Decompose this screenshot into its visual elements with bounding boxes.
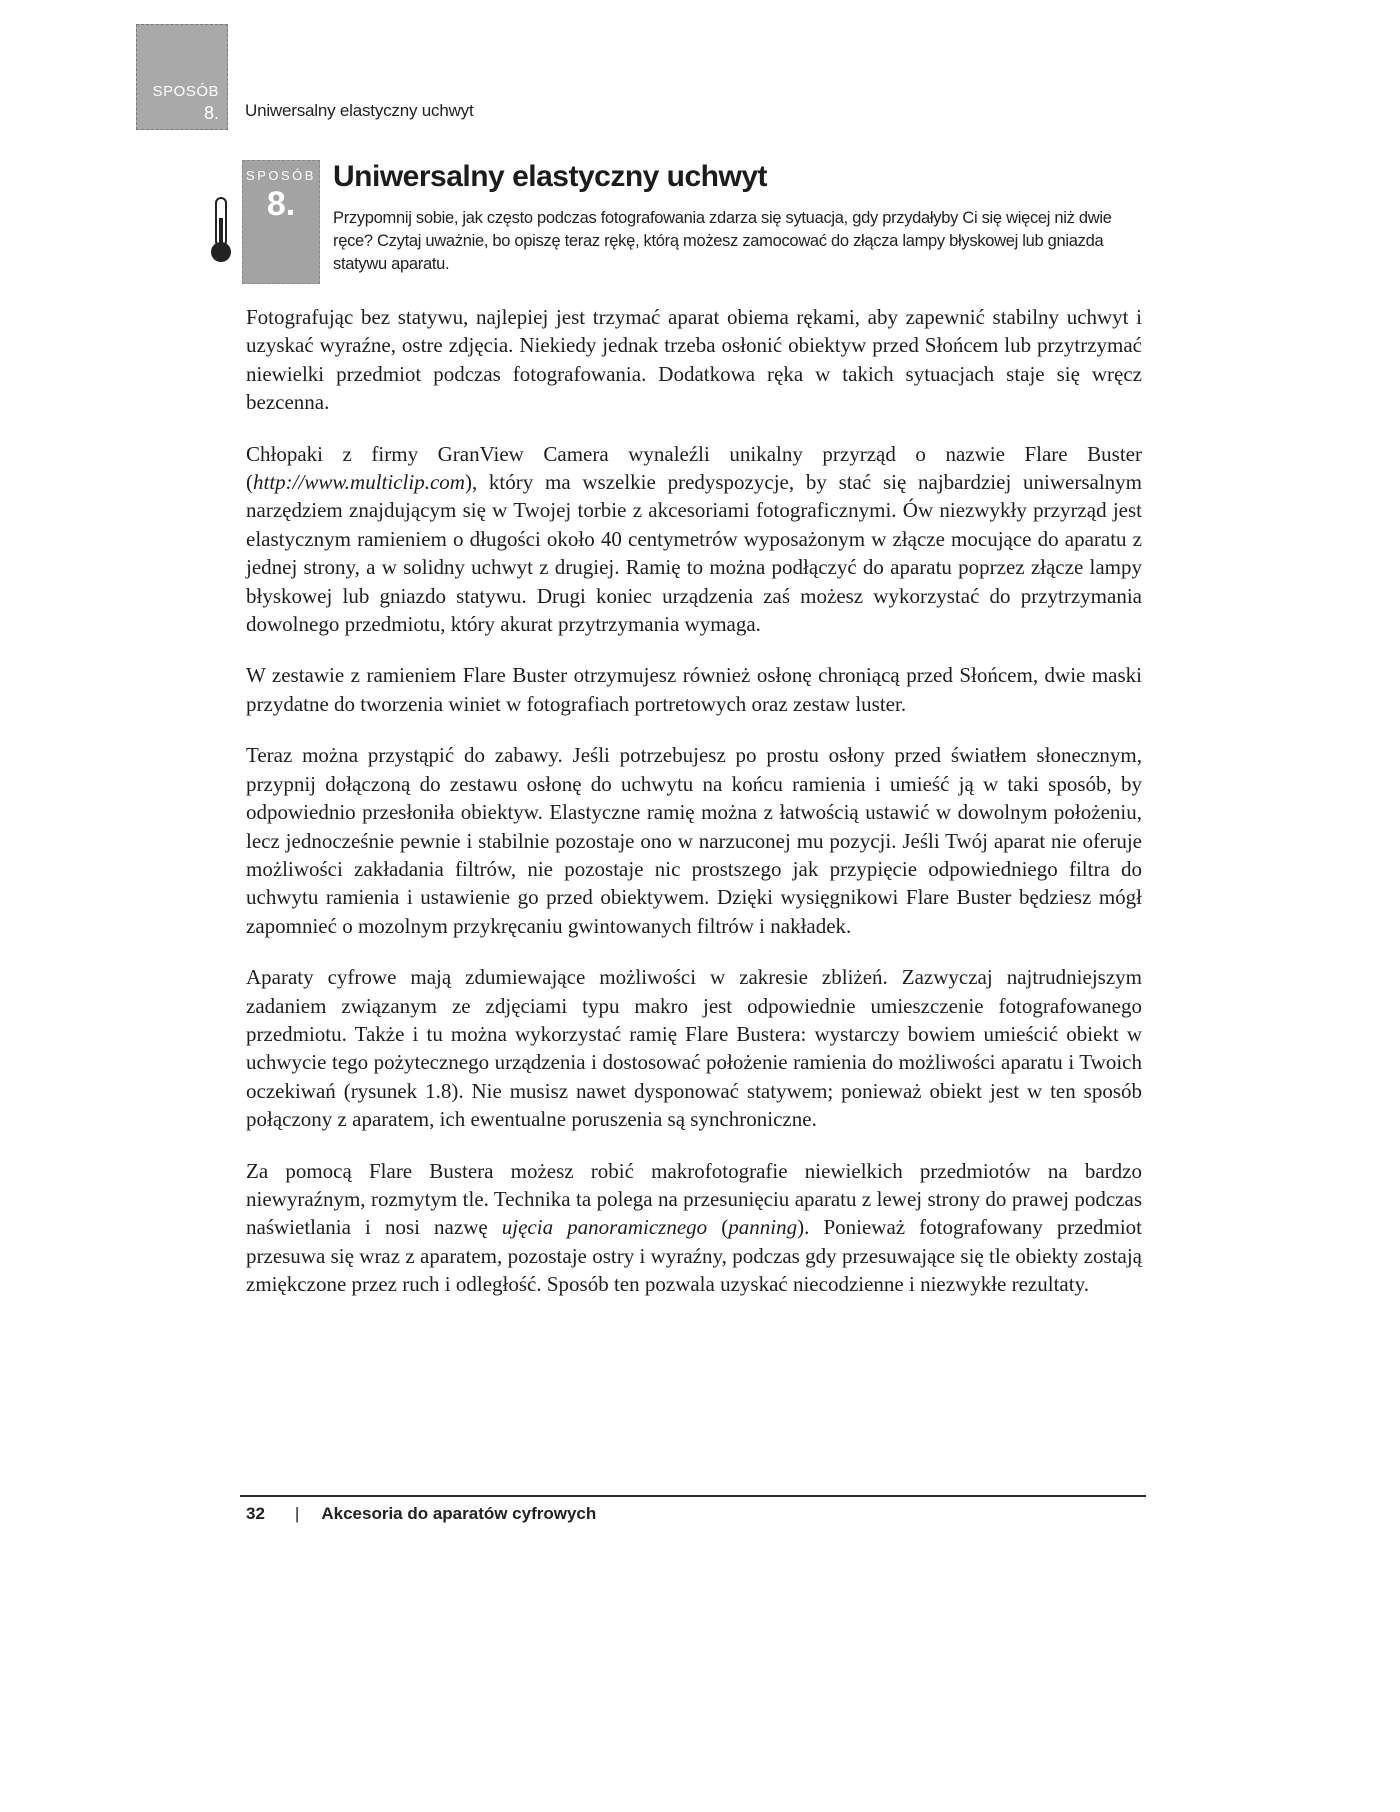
book-title: Akcesoria do aparatów cyfrowych [321,1504,597,1523]
running-header-title: Uniwersalny elastyczny uchwyt [245,101,474,120]
chapter-tab-number: 8. [203,103,219,123]
footer-separator: | [294,1504,300,1523]
page-footer [246,1504,596,1524]
paragraph-6-rest: ). Ponieważ fotografowany przedmiot przesuwa się wraz z aparatem, pozostaje ostry i wyraźny, podczas gdy przesuwające się tle obiekty zostają zmiękczone przez ruch i odległość. Sposób ten pozwala uzyskać niecodzienne i niezwykłe rezultaty. [246,1215,1143,1297]
hack-intro: Przypomnij sobie, jak często podczas fotografowania zdarza się sytuacja, gdy przydałyby Ci się więcej niż dwie ręce? Czytaj uważnie, bo opiszę teraz rękę, którą możesz zamocować do złącza lampy błyskowej lub gniazda statywu aparatu. [333,209,1112,273]
paragraph-6 [246,1157,1142,1299]
chapter-tab-label: SPOSÓB [152,83,219,100]
footer-rule [240,1495,1146,1497]
hack-title: Uniwersalny elastyczny uchwyt [333,160,768,193]
hack-badge-number: 8. [266,185,296,223]
paragraph-5: Aparaty cyfrowe mają zdumiewające możliwości w zakresie zbliżeń. Zazwyczaj najtrudniejszym zadaniem związanym ze zdjęciami typu makro jest odpowiednie umieszczenie fotografowanego przedmiotu. Także i tu można wykorzystać ramię Flare Bustera: wystarczy bowiem umieścić obiekt w uchwycie tego pożytecznego urządzenia i dostosować położenie ramienia do możliwości aparatu i Twoich oczekiwań (rysunek 1.8). Nie musisz nawet dysponować statywem; ponieważ obiekt jest w ten sposób połączony z aparatem, ich ewentualne poruszenia są synchroniczne. [246,965,1142,1132]
hack-badge-label: SPOSÓB [246,168,316,183]
hack-badge [242,160,320,284]
paragraph-3: W zestawie z ramieniem Flare Buster otrzymujesz również osłonę chroniącą przed Słońcem, dwie maski przydatne do tworzenia winiet w fotografiach portretowych oraz zestaw luster. [246,663,1142,716]
paragraph-2 [246,440,1142,639]
url-link: http://www.multiclip.com [253,470,465,495]
paragraph-2-start: Chłopaki z firmy GranView Camera wynaleźli unikalny przyrząd o nazwie Flare Buster ( [246,441,1142,495]
chapter-tab [136,24,228,130]
paragraph-4: Teraz można przystąpić do zabawy. Jeśli potrzebujesz po prostu osłony przed światłem słonecznym, przypnij dołączoną do zestawu osłonę do uchwytu na końcu ramienia i umieść ją w taki sposób, by odpowiednio przesłoniła obiektyw. Elastyczne ramię można z łatwością ustawić w dowolnym położeniu, lecz jednocześnie pewnie i stabilnie pozostaje ono w narzuconej mu pozycji. Jeśli Twój aparat nie oferuje możliwości zakładania filtrów, nie pozostaje nic prostszego jak przypięcie odpowiedniego filtra do uchwytu ramienia i ustawienie go przed obiektywem. Dzięki wysięgnikowi Flare Buster będziesz mógł zapomnieć o mozolnym przykręcaniu gwintowanych filtrów i nakładek. [246,743,1142,938]
thermometer-icon [206,196,236,266]
term-polish: ujęcia panoramicznego [501,1215,708,1240]
body-text [246,303,1142,1322]
paragraph-6-start: Za pomocą Flare Bustera możesz robić makrofotografie niewielkich przedmiotów na bardzo niewyraźnym, rozmytym tle. Technika ta polega na przesunięciu aparatu z lewej strony do prawej podczas naświetlania i nosi nazwę [246,1158,1142,1240]
page-number: 32 [246,1504,265,1523]
term-english: panning [728,1215,798,1240]
paragraph-2-rest: ), który ma wszelkie predyspozycje, by stać się najbardziej uniwersalnym narzędziem znajdującym się w Twojej torbie z akcesoriami fotograficznymi. Ów niezwykły przyrząd jest elastycznym ramieniem o długości około 40 centymetrów wyposażonym w złącze mocujące do aparatu z jednej strony, a w solidny uchwyt z drugiej. Ramię to można podłączyć do aparatu poprzez złącze lampy błyskowej lub gniazdo statywu. Drugi koniec urządzenia zaś możesz wykorzystać do przytrzymania dowolnego przedmiotu, który akurat przytrzymania wymaga. [246,470,1142,637]
paragraph-6-mid: ( [707,1215,729,1240]
paragraph-1: Fotografując bez statywu, najlepiej jest trzymać aparat obiema rękami, aby zapewnić stabilny uchwyt i uzyskać wyraźne, ostre zdjęcia. Niekiedy jednak trzeba osłonić obiektyw przed Słońcem lub przytrzymać niewielki przedmiot podczas fotografowania. Dodatkowa ręka w takich sytuacjach staje się wręcz bezcenna. [246,305,1142,415]
